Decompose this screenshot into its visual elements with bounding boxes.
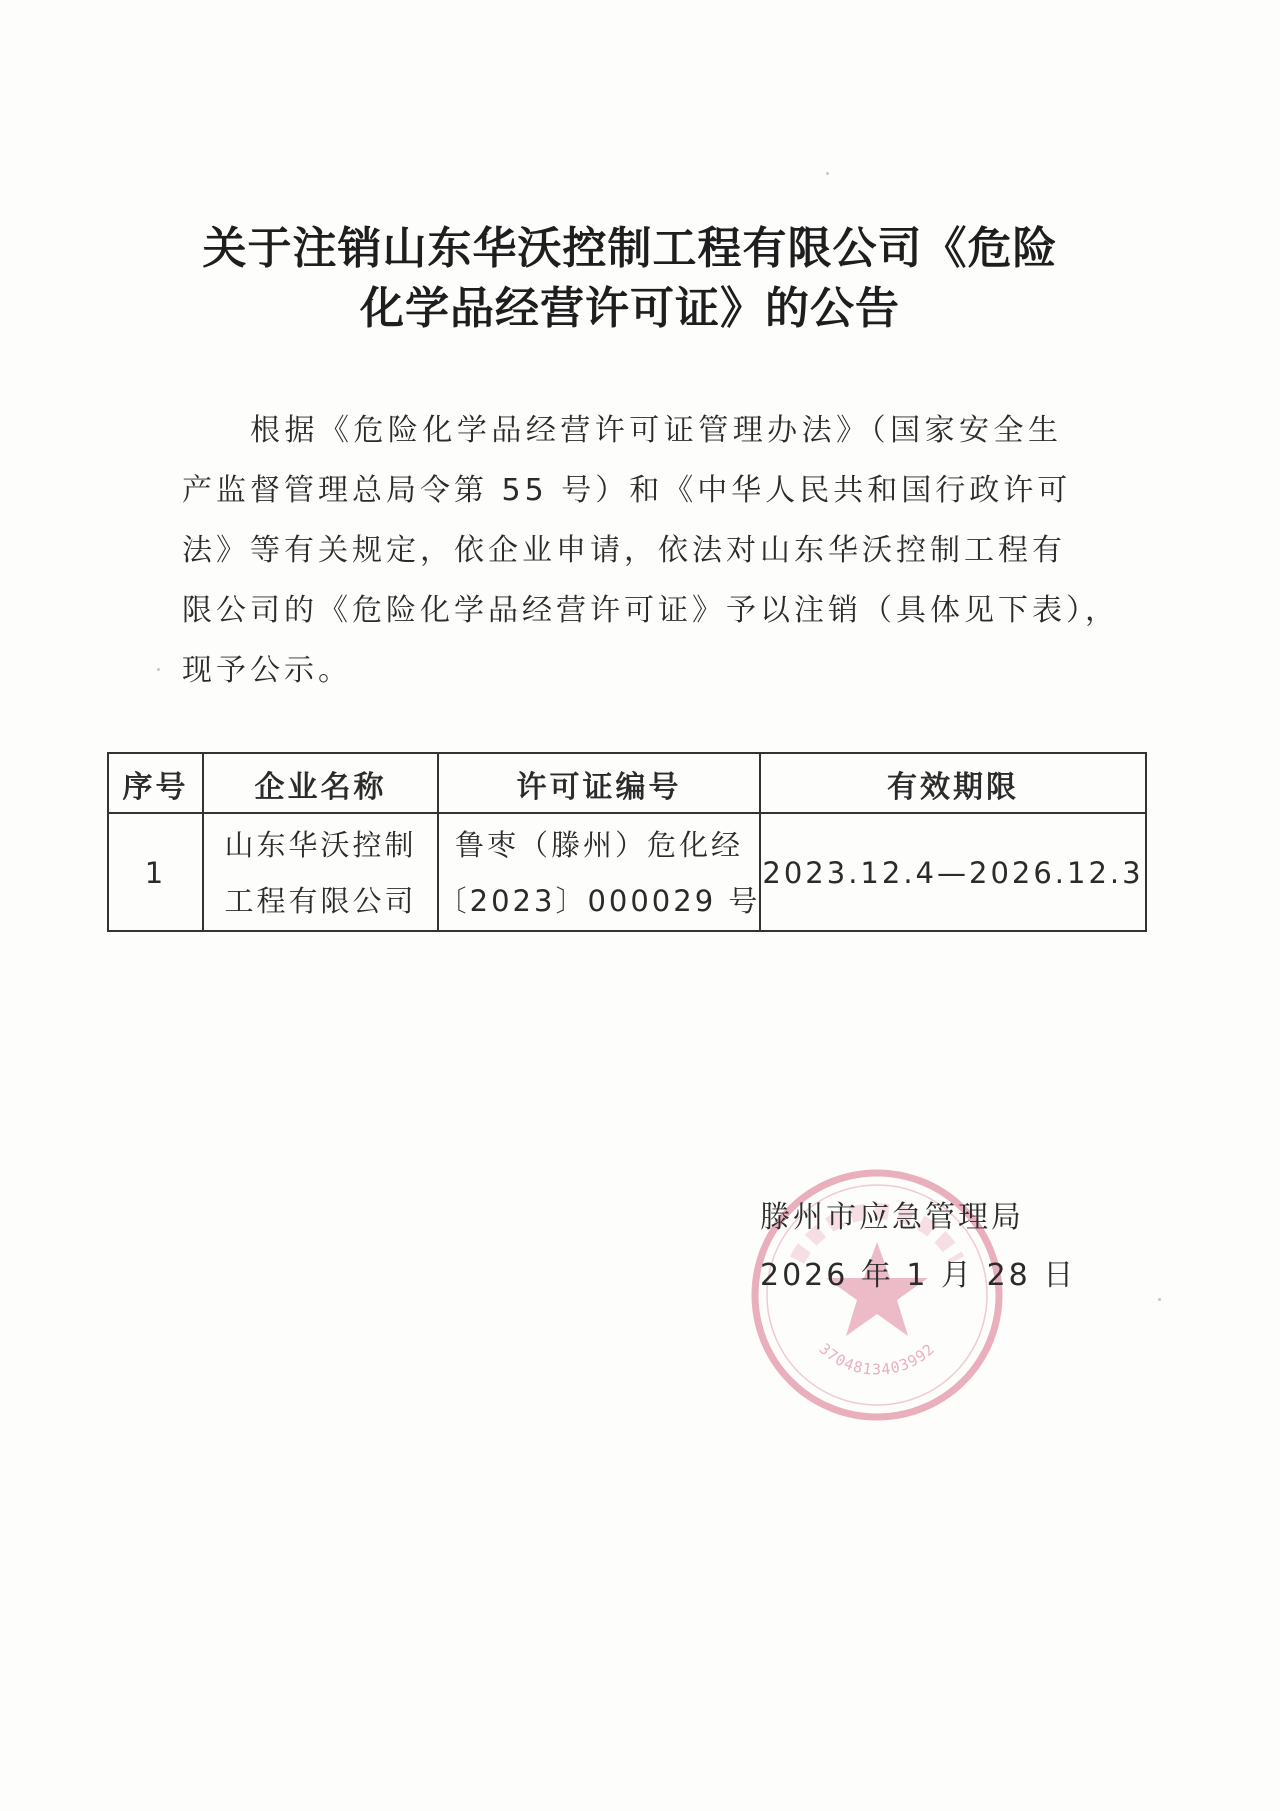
company-name-line-1: 山东华沃控制	[224, 828, 417, 862]
validity-period-value: 2023.12.4—2026.12.3	[762, 856, 1144, 890]
license-number-line-2: 〔2023〕000029 号	[437, 884, 761, 918]
header-validity-period: 有效期限	[887, 770, 1019, 805]
scan-speck	[1158, 1298, 1161, 1301]
table-row-validity	[761, 814, 1145, 932]
announcement-title-line-2: 化学品经营许可证》的公告	[360, 283, 900, 334]
header-license-number: 许可证编号	[516, 770, 682, 805]
seal-number: 3704813403992	[815, 1339, 939, 1379]
issuing-organization: 滕州市应急管理局	[760, 1200, 1024, 1235]
issue-date: 2026 年 1 月 28 日	[760, 1258, 1077, 1293]
svg-text:3704813403992	[816, 1340, 939, 1379]
license-table	[107, 752, 1147, 932]
license-number-line-1: 鲁枣（滕州）危化经	[454, 828, 743, 862]
body-paragraph-line: 限公司的《危险化学品经营许可证》予以注销（具体见下表），	[182, 593, 1119, 628]
table-row-company	[204, 814, 437, 932]
table-row-serial	[109, 814, 202, 932]
body-paragraph-line: 产监督管理总局令第 55 号）和《中华人民共和国行政许可	[182, 473, 1072, 508]
header-company-name: 企业名称	[254, 770, 387, 805]
table-row-license	[439, 814, 759, 932]
scan-speck	[157, 668, 160, 671]
scan-speck	[826, 172, 829, 175]
serial-number-value: 1	[144, 856, 167, 890]
body-paragraph-line: 现予公示。	[182, 653, 352, 688]
company-name-line-2: 工程有限公司	[224, 884, 417, 918]
body-paragraph-line: 根据《危险化学品经营许可证管理办法》（国家安全生	[250, 413, 1062, 448]
announcement-title-line-1: 关于注销山东华沃控制工程有限公司《危险	[202, 223, 1058, 274]
header-serial-number: 序号	[122, 770, 189, 805]
body-paragraph-line: 法》等有关规定，依企业申请，依法对山东华沃控制工程有	[182, 533, 1066, 568]
